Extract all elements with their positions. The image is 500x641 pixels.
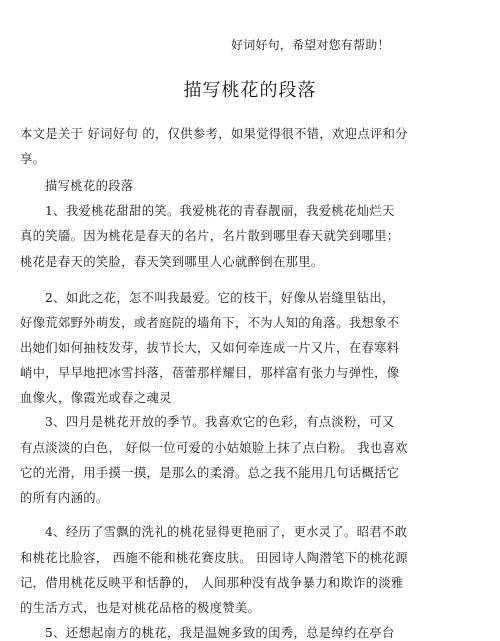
paragraph-line: 好像荒郊野外萌发，或者庭院的墙角下，不为人知的角落。我想象不	[20, 316, 400, 330]
paragraph-line: 的所有内涵的。	[20, 491, 109, 505]
header-note: 好词好句，希望对您有帮助！	[231, 38, 390, 52]
paragraph-line: 5、还想起南方的桃花，我是温婉多致的闺秀，总是绰约在亭台	[45, 626, 395, 640]
section-heading: 描写桃花的段落	[45, 179, 134, 193]
paragraph-line: 血像火，像霞光或春之魂灵	[20, 391, 172, 405]
paragraph-line: 桃花是春天的笑脸，春天笑到哪里人心就醉倒在那里。	[20, 255, 324, 269]
paragraph-line: 3、四月是桃花开放的季节。我喜欢它的色彩，有点淡粉，可又	[45, 415, 395, 429]
paragraph-line: 有点淡淡的白色， 好似一位可爱的小姑娘脸上抹了点白粉。 我也喜欢	[20, 441, 408, 455]
paragraph-line: 享。	[20, 152, 46, 166]
paragraph-line: 出她们如何抽枝发芽，拔节长大，又如何牵连成一片又片，在春寒料	[20, 341, 400, 355]
paragraph-line: 本文是关于 好词好句 的，仅供参考，如果觉得很不错，欢迎点评和分	[20, 127, 408, 141]
paragraph-line: 真的笑靥。因为桃花是春天的名片，名片散到哪里春天就笑到哪里；	[20, 229, 400, 243]
paragraph-line: 记，借用桃花反映平和恬静的， 人间那种没有战争暴力和欺诈的淡雅	[20, 576, 404, 590]
paragraph-line: 的生活方式，也是对桃花品格的极度赞美。	[20, 601, 261, 615]
paragraph-line: 它的光滑，用手摸一摸，是那么的柔滑。总之我不能用几句话概括它	[20, 466, 400, 480]
paragraph-line: 1、我爱桃花甜甜的笑。我爱桃花的青春靓丽，我爱桃花灿烂天	[45, 204, 395, 218]
page-title: 描写桃花的段落	[183, 80, 317, 101]
paragraph-line: 4、经历了雪飘的洗礼的桃花显得更艳丽了，更水灵了。昭君不敢	[45, 525, 408, 539]
paragraph-line: 和桃花比脸容， 西施不能和桃花赛皮肤。 田园诗人陶潜笔下的桃花源	[20, 551, 408, 565]
paragraph-line: 峭中，早早地把冰雪抖落，蓓蕾那样耀目，那样富有张力与弹性，像	[20, 366, 400, 380]
paragraph-line: 2、如此之花，怎不叫我最爱。它的枝干，好像从岩缝里钻出，	[45, 291, 395, 305]
